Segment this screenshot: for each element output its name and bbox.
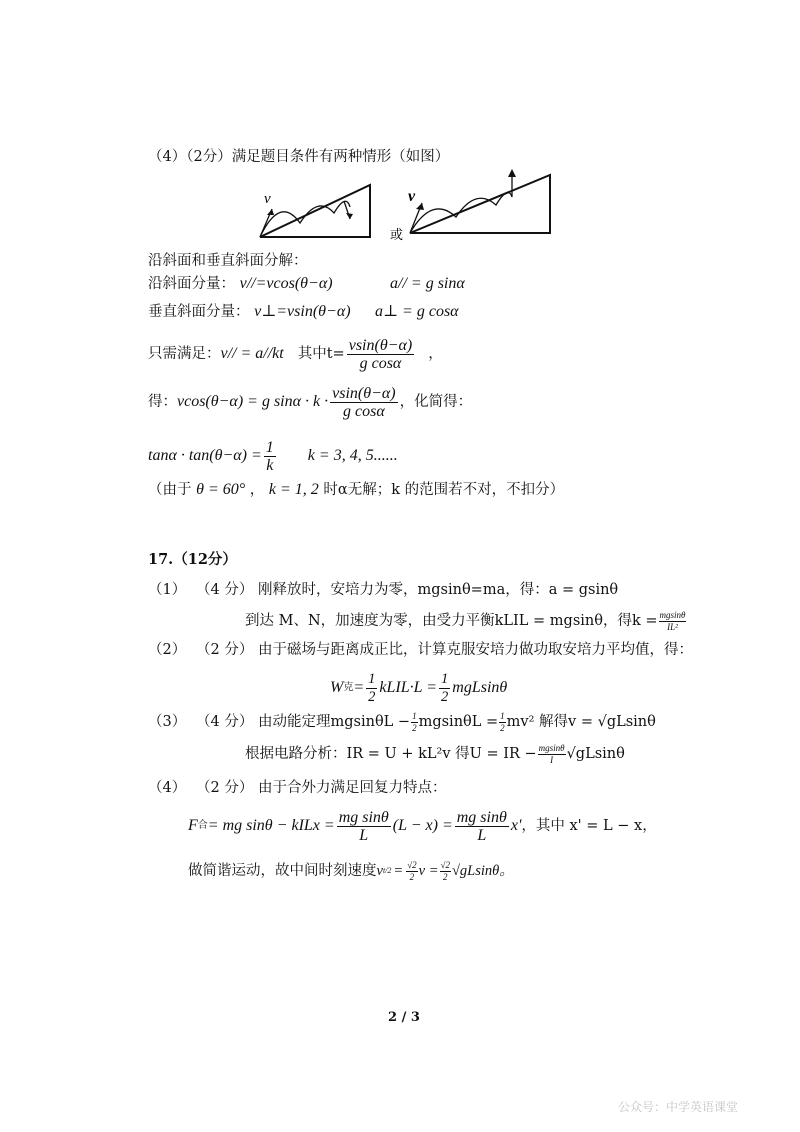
perp-label: 垂直斜面分量： bbox=[148, 304, 250, 320]
q17-p4-number: （4） bbox=[148, 780, 187, 796]
q17-p4-line3-b: = bbox=[393, 863, 404, 879]
figure-or: 或 bbox=[390, 227, 404, 242]
need-label: 只需满足： bbox=[148, 346, 221, 362]
result-line bbox=[148, 380, 472, 424]
q17-p1-score: （4 分） bbox=[196, 582, 254, 598]
condition-line bbox=[148, 332, 443, 376]
q17-p2-half1 bbox=[366, 671, 377, 706]
perp-acceleration: a⊥ = g cosα bbox=[375, 303, 459, 320]
q17-p2-equation bbox=[330, 668, 507, 708]
q17-p4-root1 bbox=[406, 860, 417, 883]
q17-p1-text: 刚释放时，安培力为零，mgsinθ=ma，得：a = gsinθ bbox=[258, 582, 619, 598]
q17-p4-line3-v: v bbox=[376, 863, 383, 879]
tan-fraction bbox=[264, 439, 276, 474]
q17-p2-number: （2） bbox=[148, 642, 187, 658]
q17-p4-equation bbox=[188, 804, 657, 848]
q17-p3-half1 bbox=[411, 711, 418, 734]
q17-p4-line3 bbox=[188, 856, 514, 886]
tan-line bbox=[148, 434, 398, 478]
q17-p2-score: （2 分） bbox=[196, 642, 254, 658]
t-numerator: vsin(θ−α) bbox=[348, 336, 413, 354]
page-number: 2 / 3 bbox=[388, 1010, 420, 1025]
k-values: k = 3, 4, 5...... bbox=[307, 447, 398, 464]
perp-velocity: v⊥=vsin(θ−α) bbox=[254, 303, 351, 320]
q17-p2-half2 bbox=[439, 671, 450, 706]
q17-p3-h1d: 2 bbox=[412, 722, 417, 733]
q17-p4-f2d: L bbox=[477, 826, 487, 844]
q17-p3-fd: I bbox=[550, 754, 554, 765]
q17-p1-line2 bbox=[245, 606, 687, 636]
q17-p4-line3-a: 做简谐运动，故中间时刻速度 bbox=[188, 863, 377, 879]
tan-numerator: 1 bbox=[265, 438, 274, 456]
q17-p4-frac1 bbox=[337, 809, 391, 844]
perp-line bbox=[148, 302, 351, 322]
left-v-label: v bbox=[264, 191, 271, 207]
q17-p2-text: 由于磁场与距离成正比，计算克服安培力做功取安培力平均值，得： bbox=[258, 642, 693, 658]
q17-p4-line3-c: v = bbox=[418, 863, 439, 879]
q17-p3-line2-a: 根据电路分析：IR = U + kL²v 得U = IR − bbox=[245, 746, 537, 762]
where-t: 其中t= bbox=[297, 346, 345, 362]
q17-p3-score: （4 分） bbox=[196, 714, 254, 730]
note-theta: θ = 60° bbox=[196, 481, 246, 498]
q17-p2-end: mgLsinθ bbox=[452, 679, 508, 696]
watermark: 公众号：中学英语课堂 bbox=[618, 1100, 739, 1114]
q17-p2-half1-num: 1 bbox=[368, 670, 376, 687]
q17-p4-text: 由于合外力满足回复力特点： bbox=[258, 780, 447, 796]
decompose-line: 沿斜面和垂直斜面分解： bbox=[148, 253, 308, 269]
q17-p2-half1-den: 2 bbox=[368, 688, 376, 705]
q17-p3-text-a: 由动能定理mgsinθL − bbox=[258, 714, 411, 730]
q17-p3-h1n: 1 bbox=[412, 710, 417, 721]
q17-p2-mid: kLIL·L = bbox=[379, 679, 438, 696]
q17-p1-line2-text: 到达 M、N，加速度为零，由受力平衡kLIL = mgsinθ，得k = bbox=[245, 613, 658, 629]
note-b: ， bbox=[249, 482, 265, 498]
q17-p2-sub: 克 bbox=[343, 682, 354, 693]
q17-p4-f1d: L bbox=[359, 826, 369, 844]
q16-4-header: （4）（2分）满足题目条件有两种情形（如图） bbox=[148, 149, 450, 165]
q17-p4-eq-b: (L − x) = bbox=[392, 817, 453, 834]
q17-p3-fraction bbox=[538, 743, 566, 766]
get-numerator: vsin(θ−α) bbox=[332, 384, 396, 402]
get-lhs: vcos(θ−α) = g sinα · k · bbox=[177, 393, 329, 410]
note-c: 时α无解；k 的范围若不对，不扣分） bbox=[323, 482, 565, 498]
q17-p2-half2-num: 1 bbox=[441, 670, 449, 687]
q17-p3-line2-b: √gLsinθ bbox=[566, 746, 625, 762]
q17-p1-k-fraction bbox=[659, 610, 687, 633]
q17-p2-lhs: W bbox=[330, 679, 344, 696]
q17-p3-line2 bbox=[245, 738, 625, 770]
tan-lhs: tanα · tan(θ−α) = bbox=[148, 447, 262, 464]
tan-denominator: k bbox=[266, 456, 274, 474]
get-denominator: g cosα bbox=[342, 402, 385, 420]
q17-p4-eq-c: x' bbox=[510, 817, 522, 834]
parallel-label: 沿斜面分量： bbox=[148, 276, 235, 292]
q17-p1-k-den: IL² bbox=[667, 621, 678, 632]
q17-p3-half2 bbox=[499, 711, 506, 734]
parallel-acceleration: a// = g sinα bbox=[390, 275, 465, 292]
q17-p3-h2n: 1 bbox=[500, 710, 505, 721]
condition-comma: ， bbox=[428, 346, 443, 362]
q17-p4-score: （2 分） bbox=[196, 780, 254, 796]
get-label: 得： bbox=[148, 394, 177, 410]
q17-p4-f1n: mg sinθ bbox=[338, 808, 389, 826]
q17-p4-frac2 bbox=[455, 809, 509, 844]
need-equation: v// = a//kt bbox=[220, 345, 284, 362]
q17-p4-root2 bbox=[440, 860, 451, 883]
q17-p2-eq: = bbox=[353, 679, 365, 696]
q17-p4-r1d: 2 bbox=[409, 871, 415, 882]
simplify-label: ，化简得： bbox=[399, 394, 473, 410]
incline-figures bbox=[250, 165, 590, 255]
q17-p3-text-b: mgsinθL = bbox=[418, 714, 499, 730]
q17-p3-h2d: 2 bbox=[500, 722, 505, 733]
q17-p1-number: （1） bbox=[148, 582, 187, 598]
q17-p4-line3-d: √gLsinθ。 bbox=[451, 863, 514, 879]
q17-p4-eq-a: = mg sinθ − kILx = bbox=[207, 817, 335, 834]
q17-title: 17.（12分） bbox=[148, 551, 237, 568]
note-line bbox=[148, 480, 564, 500]
t-fraction bbox=[347, 337, 414, 372]
left-incline bbox=[260, 185, 370, 237]
q17-p3-line1 bbox=[258, 706, 656, 738]
q17-p4-r2d: 2 bbox=[442, 871, 448, 882]
right-incline bbox=[410, 175, 550, 233]
parallel-velocity: v//=vcos(θ−α) bbox=[239, 275, 333, 292]
q17-p2-half2-den: 2 bbox=[441, 688, 449, 705]
q17-p3-text-c: mv² 解得v = √gLsinθ bbox=[506, 714, 656, 730]
note-a: （由于 bbox=[148, 482, 192, 498]
t-denominator: g cosα bbox=[359, 354, 402, 372]
get-fraction bbox=[330, 385, 397, 420]
q17-p3-fn: mgsinθ bbox=[538, 742, 565, 753]
q17-p4-tail: ，其中 x' = L − x， bbox=[521, 818, 657, 834]
q17-p4-r2n: √2 bbox=[440, 859, 450, 870]
note-k: k = 1, 2 bbox=[268, 481, 319, 498]
q17-p3-number: （3） bbox=[148, 714, 187, 730]
right-v-label: v bbox=[408, 188, 416, 205]
q17-p1-k-num: mgsinθ bbox=[659, 609, 686, 620]
q17-p4-F: F bbox=[188, 817, 198, 834]
q17-p4-r1n: √2 bbox=[407, 859, 417, 870]
q17-p4-f2n: mg sinθ bbox=[456, 808, 507, 826]
q17-p4-sub: 合 bbox=[197, 820, 208, 831]
q17-p4-line3-sub: t/2 bbox=[382, 866, 392, 875]
parallel-line bbox=[148, 274, 333, 294]
